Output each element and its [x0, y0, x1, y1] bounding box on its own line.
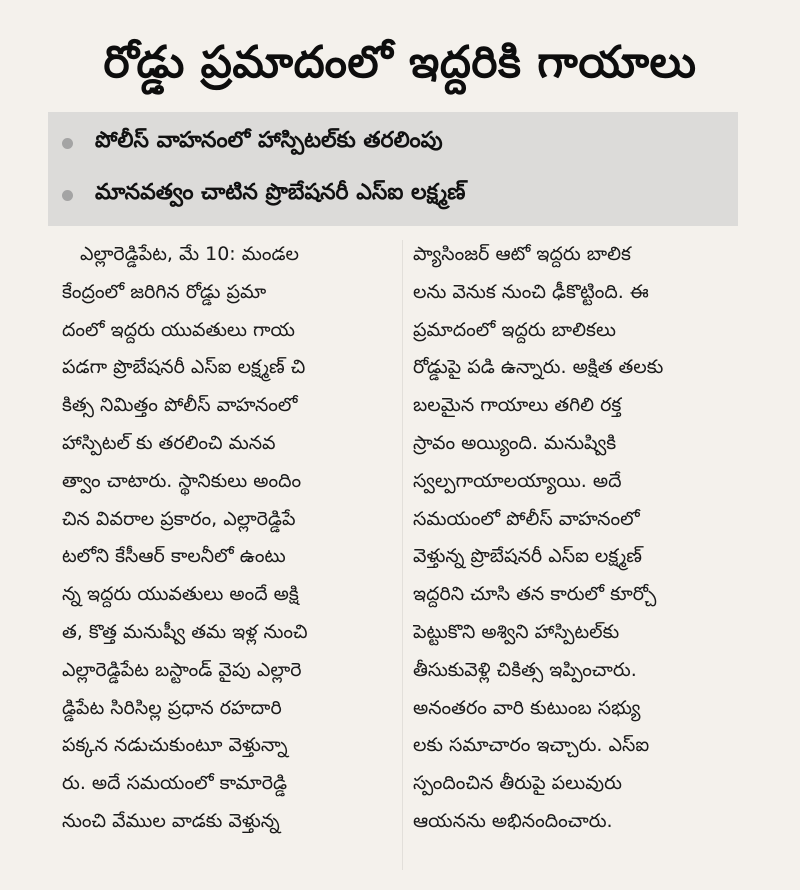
text-line: ఎల్లారెడ్డిపేట బస్టాండ్ వైపు ఎల్లారె [62, 658, 302, 681]
column-divider [402, 240, 403, 870]
text-line: కిత్స నిమిత్తం పోలీస్ వాహనంలో [62, 394, 298, 417]
text-line: నుంచి వేముల వాడకు వెళ్తున్న [62, 809, 280, 832]
text-line: పక్కన నడుచుకుంటూ వెళ్తున్నా [62, 734, 288, 757]
text-line: ప్యాసింజర్ ఆటో ఇద్దరు బాలిక [413, 243, 631, 265]
text-line: డ్డిపేట సిరిసిల్ల ప్రధాన రహదారి [62, 696, 282, 719]
text-line: రు. అదే సమయంలో కామారెడ్డి [62, 772, 288, 795]
text-line: తీసుకువెళ్లి చికిత్స ఇప్పించారు. [413, 658, 637, 681]
text-line: లకు సమాచారం ఇచ్చారు. ఎస్ఐ [413, 734, 650, 757]
text-line: ఎల్లారెడ్డిపేట, మే 10: మండల [80, 243, 300, 265]
text-line: పడగా ప్రొబేషనరీ ఎస్ఐ లక్ష్మణ్ చి [62, 356, 306, 379]
bullet-icon [62, 138, 73, 149]
text-line: స్వల్పగాయాలయ్యాయి. అదే [413, 469, 622, 492]
text-line: త, కొత్త మనుష్వీ తమ ఇళ్ల నుంచి [62, 620, 308, 643]
subhead-text: మానవత్వం చాటిన ప్రొబేషనరీ ఎస్ఐ లక్ష్మణ్ [95, 180, 466, 205]
subhead-text: పోలీస్ వాహనంలో హాస్పిటల్‌కు తరలింపు [95, 128, 443, 153]
text-line: స్రావం అయ్యింది. మనుష్వికి [413, 431, 617, 454]
text-line: అనంతరం వారి కుటుంబ సభ్యు [413, 696, 641, 719]
text-line: సమయంలో పోలీస్ వాహనంలో [413, 507, 640, 530]
text-line: కేంద్రంలో జరిగిన రోడ్డు ప్రమా [62, 280, 267, 303]
text-line: న్న ఇద్దరు యువతులు అందే అక్షి [62, 583, 299, 606]
text-line: లను వెనుక నుంచి ఢీకొట్టింది. ఈ [413, 280, 649, 303]
cropped-text-fragment [0, 0, 800, 6]
text-line: ప్రమాదంలో ఇద్దరు బాలికలు [413, 318, 616, 341]
subhead-item [48, 170, 738, 220]
headline: రోడ్డు ప్రమాదంలో ఇద్దరికి గాయాలు [103, 37, 697, 88]
article-column-right [413, 236, 749, 841]
text-line: చిన వివరాల ప్రకారం, ఎల్లారెడ్డిపే [62, 507, 296, 530]
text-line: టలోని కేసీఆర్ కాలనీలో ఉంటు [62, 545, 286, 568]
text-line: దంలో ఇద్దరు యువతులు గాయ [62, 318, 295, 341]
article-column-left [62, 236, 398, 841]
text-line: స్పందించిన తీరుపై పలువురు [413, 772, 622, 795]
text-line: హాస్పిటల్ కు తరలించి మనవ [62, 431, 276, 454]
text-line: రోడ్డుపై పడి ఉన్నారు. అక్షిత తలకు [413, 356, 664, 379]
text-line: ఇద్దరిని చూసి తన కారులో కూర్చో [413, 583, 657, 606]
text-line: త్వాం చాటారు. స్థానికులు అందిం [62, 469, 302, 492]
text-line: వెళ్తున్న ప్రొబేషనరీ ఎస్ఐ లక్ష్మణ్ [413, 545, 643, 568]
bullet-icon [62, 190, 73, 201]
subheads-box [48, 112, 738, 226]
text-line: ఆయనను అభినందించారు. [413, 809, 613, 832]
subhead-item [48, 118, 738, 168]
text-line: బలమైన గాయాలు తగిలి రక్త [413, 394, 622, 417]
text-line: పెట్టుకొని అశ్విని హాస్పిటల్‌కు [413, 620, 620, 643]
